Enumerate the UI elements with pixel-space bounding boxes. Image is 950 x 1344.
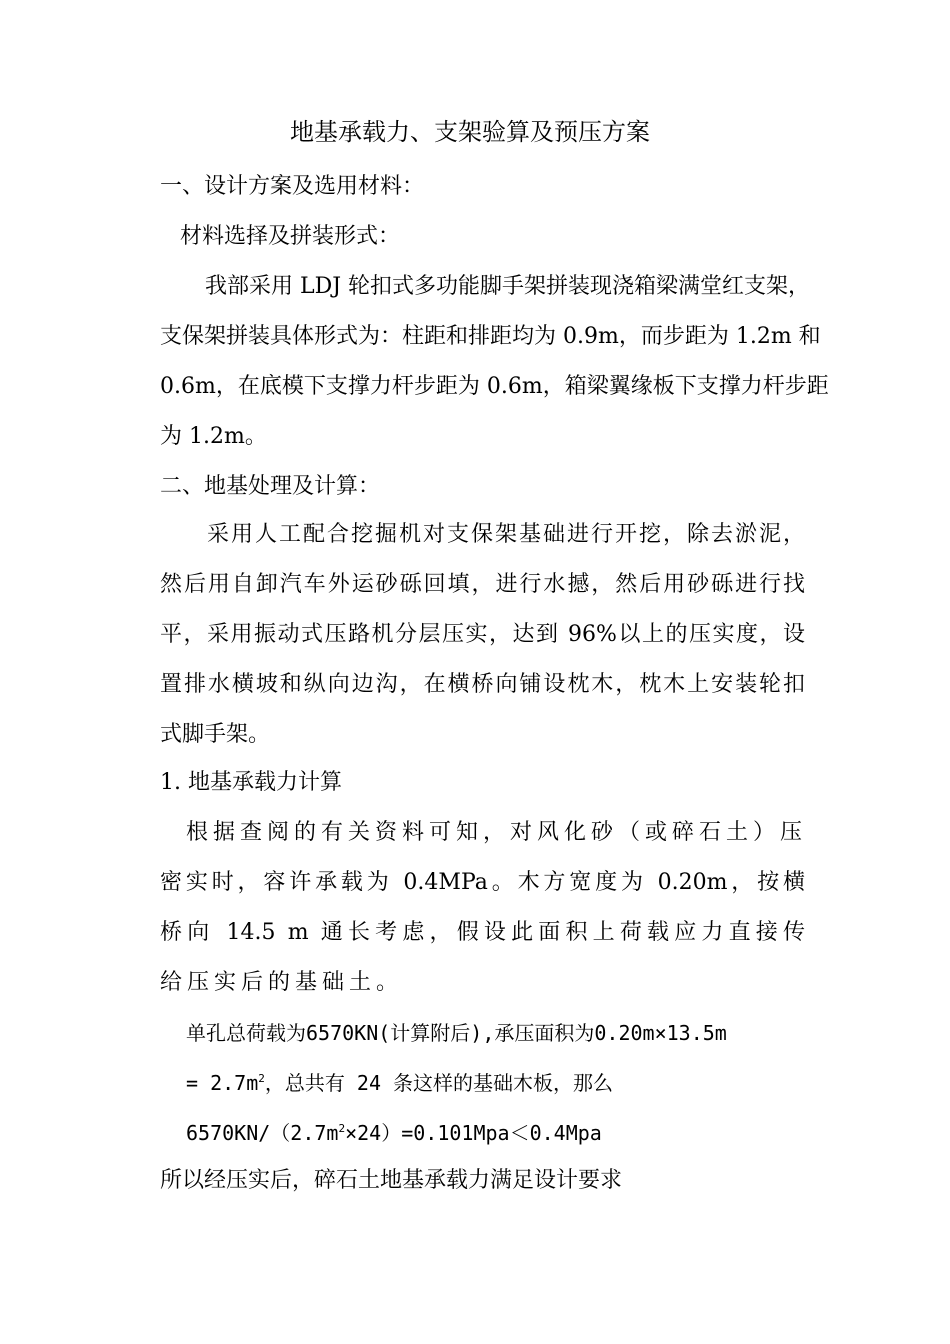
- section2-paragraph-line: 式脚手架。: [160, 722, 271, 747]
- formula-line-2-superscript: 2: [258, 1072, 265, 1085]
- conclusion-line: 所以经压实后，碎石土地基承载力满足设计要求: [160, 1168, 623, 1193]
- section1-paragraph-line: 0.6m，在底模下支撑力杆步距为 0.6m，箱梁翼缘板下支撑力杆步距: [160, 374, 829, 399]
- section1-paragraph-line: 我部采用 LDJ 轮扣式多功能脚手架拼装现浇箱梁满堂红支架，: [205, 274, 811, 299]
- formula-line-3-part-a: 6570KN/（2.7m: [186, 1121, 339, 1145]
- section1-subheading: 材料选择及拼装形式：: [180, 224, 401, 249]
- formula-line-2-part-b: ，总共有 24 条这样的基础木板，那么: [264, 1071, 614, 1095]
- calc-paragraph-line: 密实时，容许承载为 0.4MPa。木方宽度为 0.20m，按横: [160, 870, 805, 895]
- section2-heading: 二、地基处理及计算：: [160, 474, 381, 499]
- calc-heading: 1. 地基承载力计算: [160, 770, 342, 795]
- formula-line-1: 单孔总荷载为6570KN(计算附后),承压面积为0.20m×13.5m: [186, 1021, 727, 1045]
- section2-paragraph-line: 然后用自卸汽车外运砂砾回填，进行水撼，然后用砂砾进行找: [160, 572, 805, 597]
- formula-line-2: [186, 1068, 613, 1098]
- formula-line-2-part-a: = 2.7m: [186, 1071, 259, 1095]
- calc-paragraph-line: 桥向 14.5 m 通长考虑，假设此面积上荷载应力直接传: [160, 920, 805, 945]
- calc-paragraph-line: 给压实后的基础土。: [160, 970, 404, 995]
- section1-paragraph-line: 支保架拼装具体形式为：柱距和排距均为 0.9m，而步距为 1.2m 和: [160, 324, 821, 349]
- section2-paragraph-line: 采用人工配合挖掘机对支保架基础进行开挖，除去淤泥，: [207, 522, 805, 547]
- document-title: 地基承载力、支架验算及预压方案: [290, 118, 650, 146]
- formula-line-3-part-b: ×24）=0.101Mpa＜0.4Mpa: [345, 1121, 602, 1145]
- section1-paragraph-line: 为 1.2m。: [160, 424, 267, 449]
- formula-line-3-superscript: 2: [338, 1122, 346, 1135]
- section2-paragraph-line: 置排水横坡和纵向边沟，在横桥向铺设枕木，枕木上安装轮扣: [160, 672, 805, 697]
- formula-line-3: [186, 1118, 602, 1148]
- section2-paragraph-line: 平，采用振动式压路机分层压实，达到 96%以上的压实度，设: [160, 622, 805, 647]
- calc-paragraph-line: 根据查阅的有关资料可知，对风化砂（或碎石土）压: [186, 820, 808, 845]
- section1-heading: 一、设计方案及选用材料：: [160, 174, 425, 199]
